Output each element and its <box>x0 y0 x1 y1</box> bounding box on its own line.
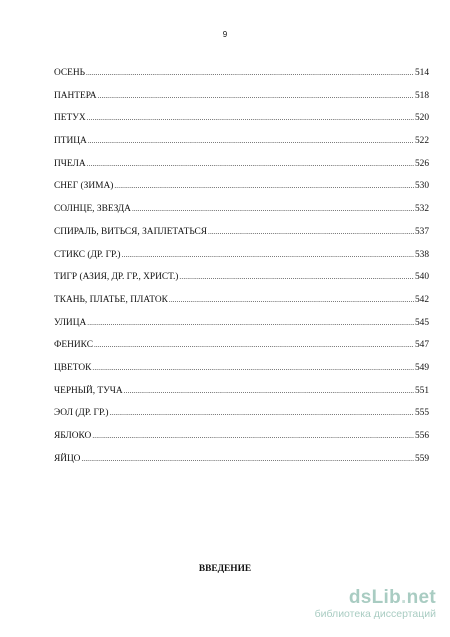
toc-entry-page: 545 <box>414 317 429 328</box>
toc-dot-leader <box>169 294 414 306</box>
toc-dot-leader <box>81 453 413 465</box>
toc-entry-title: ФЕНИКС <box>54 340 93 351</box>
toc-entry-page: 551 <box>414 385 429 396</box>
watermark-logo-main: dsLib <box>348 587 401 608</box>
toc-dot-leader <box>208 226 414 238</box>
toc-entry <box>54 90 429 113</box>
toc-entry <box>54 112 429 135</box>
toc-entry <box>54 430 429 453</box>
watermark-logo-tld: net <box>406 587 436 608</box>
toc-dot-leader <box>88 135 414 147</box>
toc-dot-leader <box>124 385 414 397</box>
toc-entry-title: ПЕТУХ <box>54 113 86 124</box>
toc-entry-page: 530 <box>414 181 429 192</box>
watermark <box>306 588 436 620</box>
toc-dot-leader <box>98 90 414 102</box>
toc-entry-title: ЭОЛ (ДР. ГР.) <box>54 408 109 419</box>
toc-entry <box>54 317 429 340</box>
toc-entry-title: ЧЕРНЫЙ, ТУЧА <box>54 385 123 396</box>
toc-entry <box>54 158 429 181</box>
page-number: 9 <box>222 30 228 39</box>
toc-entry-title: ЯЙЦО <box>54 453 81 464</box>
toc-dot-leader <box>87 112 414 124</box>
toc-entry <box>54 294 429 317</box>
toc-entry-page: 518 <box>414 90 429 101</box>
toc-entry <box>54 385 429 408</box>
toc-entry-title: ЯБЛОКО <box>54 431 92 441</box>
toc-entry-page: 559 <box>414 453 429 464</box>
toc-dot-leader <box>86 67 414 79</box>
toc-entry-title: ТКАНЬ, ПЛАТЬЕ, ПЛАТОК <box>54 294 168 305</box>
toc-dot-leader <box>94 339 414 351</box>
toc-entry-page: 532 <box>414 204 429 215</box>
toc-entry <box>54 135 429 158</box>
toc-entry <box>54 67 429 90</box>
toc-entry-title: ОСЕНЬ <box>54 68 86 78</box>
watermark-subtitle: библиотека диссертаций <box>314 608 436 620</box>
toc-entry-title: СТИКС (ДР. ГР.) <box>54 249 121 260</box>
toc-dot-leader <box>92 362 414 374</box>
toc-dot-leader <box>87 317 414 329</box>
toc-dot-leader <box>179 271 414 283</box>
toc-dot-leader <box>132 203 414 215</box>
toc-dot-leader <box>92 430 414 442</box>
toc-entry-page: 555 <box>414 408 429 419</box>
toc-entry-page: 556 <box>414 431 429 441</box>
toc-entry <box>54 203 429 226</box>
toc-entry <box>54 407 429 430</box>
toc-entry-page: 537 <box>414 226 429 237</box>
toc-entry <box>54 226 429 249</box>
watermark-logo-dot: . <box>401 587 407 608</box>
toc-dot-leader <box>109 407 413 419</box>
toc-entry-title: СНЕГ (ЗИМА) <box>54 181 114 192</box>
toc-entry-title: ЦВЕТОК <box>54 362 92 373</box>
toc-entry-page: 520 <box>414 113 429 124</box>
toc-entry <box>54 453 429 476</box>
toc-entry-title: ТИГР (АЗИЯ, ДР. ГР., ХРИСТ.) <box>54 272 179 283</box>
toc-entry <box>54 362 429 385</box>
toc-entry <box>54 339 429 362</box>
toc-entry <box>54 180 429 203</box>
table-of-contents <box>54 67 429 475</box>
section-heading: ВВЕДЕНИЕ <box>198 564 252 574</box>
toc-entry <box>54 271 429 294</box>
toc-entry-title: ПЧЕЛА <box>54 158 86 169</box>
toc-entry-page: 522 <box>414 136 429 147</box>
toc-entry-page: 526 <box>414 158 429 169</box>
toc-entry-title: ПАНТЕРА <box>54 90 97 101</box>
toc-entry-page: 549 <box>414 362 429 373</box>
toc-entry-title: УЛИЦА <box>54 317 87 328</box>
toc-entry-title: ПТИЦА <box>54 136 87 147</box>
toc-dot-leader <box>122 249 414 261</box>
toc-entry-title: СОЛНЦЕ, ЗВЕЗДА <box>54 204 131 215</box>
toc-entry-page: 542 <box>414 294 429 305</box>
toc-entry-page: 514 <box>414 68 429 78</box>
toc-entry-page: 540 <box>414 272 429 283</box>
toc-entry-title: СПИРАЛЬ, ВИТЬСЯ, ЗАПЛЕТАТЬСЯ <box>54 226 208 237</box>
toc-dot-leader <box>114 180 414 192</box>
toc-dot-leader <box>87 158 414 170</box>
toc-entry <box>54 249 429 272</box>
toc-entry-page: 538 <box>414 249 429 260</box>
toc-entry-page: 547 <box>414 340 429 351</box>
watermark-logo <box>306 588 436 608</box>
